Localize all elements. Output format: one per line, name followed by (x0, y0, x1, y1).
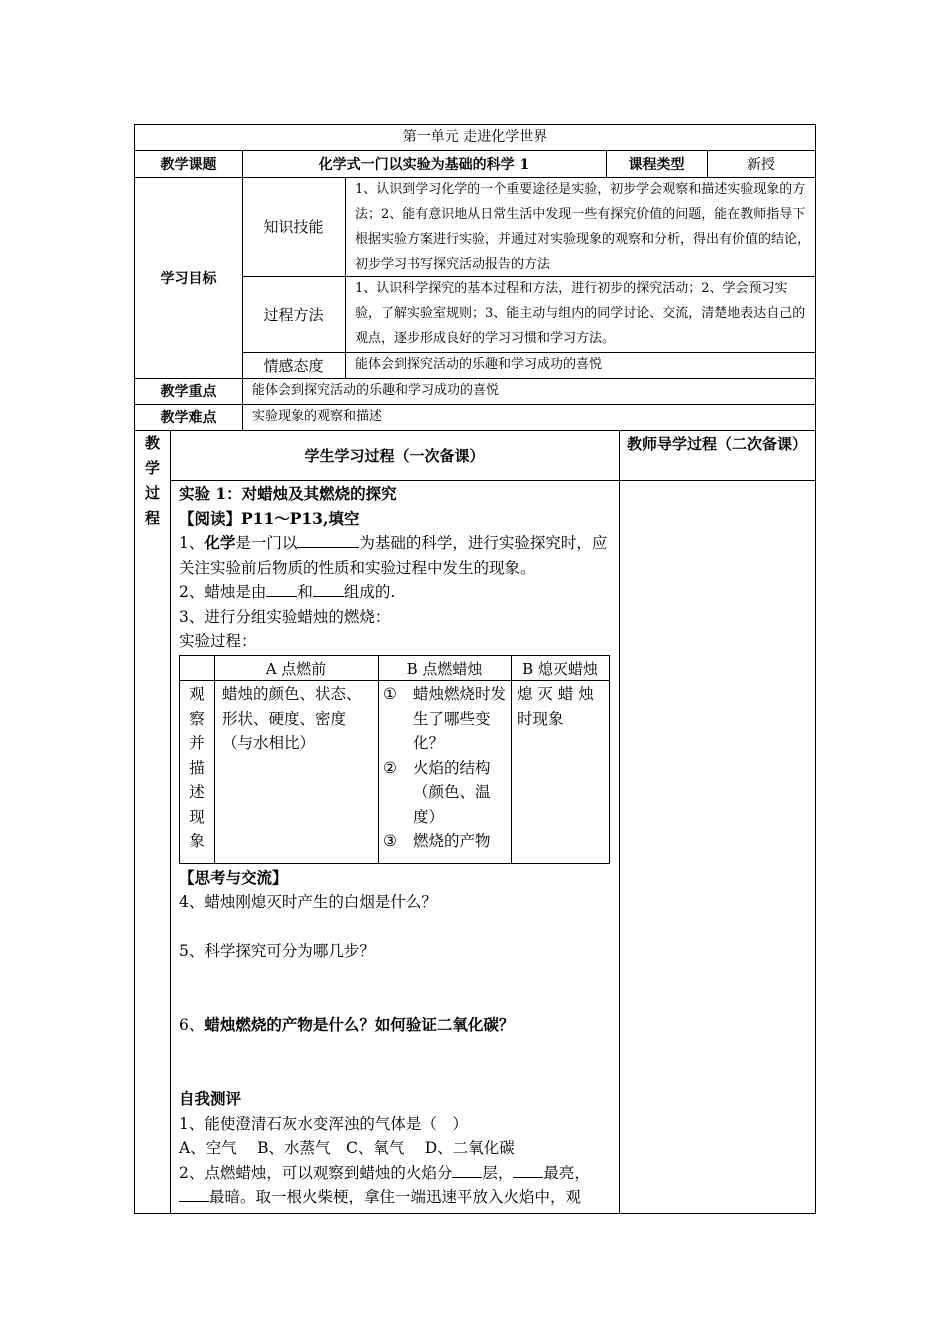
side-char: 教 (144, 434, 160, 452)
row-label-char: 观 (189, 685, 205, 703)
cell-b-item (383, 756, 509, 830)
t2-text: 2、点燃蜡烛，可以观察到蜡烛的火焰分 (179, 1163, 453, 1182)
row-label-char: 现 (189, 807, 205, 826)
table-corner (180, 656, 214, 680)
col-header-a: A 点燃前 (265, 659, 327, 678)
row-label-char: 并 (189, 734, 205, 752)
blank-field[interactable] (297, 533, 359, 548)
difficulty-label: 教学难点 (160, 410, 217, 426)
q2-text: 2、蜡烛是由 (179, 583, 267, 601)
test-question-1: 1、能使澄清石灰水变浑浊的气体是（ ） (179, 1114, 468, 1133)
teacher-process-header: 教师导学过程（二次备课） (626, 435, 807, 453)
cell-b (383, 682, 509, 854)
blank-field[interactable] (266, 582, 297, 597)
blank-field[interactable] (313, 582, 344, 597)
row-label (180, 682, 214, 854)
t2-text-2: 层， (482, 1163, 514, 1182)
knowledge-label: 知识技能 (263, 218, 324, 236)
col-header-c: B 熄灭蜡烛 (522, 659, 598, 678)
lesson-plan-table (134, 124, 816, 1214)
experiment-process-label: 实验过程： (179, 632, 257, 650)
question-1 (179, 531, 613, 580)
key-point-label: 教学重点 (160, 384, 217, 400)
blank-field[interactable] (452, 1163, 482, 1178)
experiment-title: 实验 1：对蜡烛及其燃烧的探究 (179, 484, 397, 503)
question-3: 3、进行分组实验蜡烛的燃烧： (179, 607, 391, 626)
test-question-2-cont (179, 1185, 613, 1210)
cell-a: 蜡烛的颜色、状态、形状、硬度、密度（与水相比） (222, 685, 362, 752)
topic-value: 化学式一门以实验为基础的科学 1 (318, 156, 530, 173)
item-text: 燃烧的产物 (413, 832, 491, 850)
blank-field[interactable] (513, 1163, 543, 1178)
t2-text-3: 最亮， (543, 1163, 590, 1182)
difficulty-text: 实验现象的观察和描述 (252, 409, 383, 424)
type-label: 课程类型 (628, 156, 685, 173)
q1-keyword: 化学 (204, 533, 236, 552)
emotion-text: 能体会到探究活动的乐趣和学习成功的喜悦 (355, 357, 603, 372)
row-label-char: 描 (189, 758, 205, 777)
self-test-title: 自我测评 (179, 1089, 242, 1108)
cell-c: 熄 灭 蜡 烛 时现象 (517, 685, 594, 728)
self-test-section (179, 1087, 613, 1210)
item-number: ② (383, 758, 397, 777)
reading-title: 【阅读】P11～P13,填空 (179, 508, 360, 528)
q2-text-3: 组成的. (343, 583, 396, 601)
q1-text: 是一门以 (235, 534, 298, 552)
experiment-table (179, 655, 610, 864)
process-side-label (135, 431, 170, 531)
question-2 (179, 580, 613, 605)
question-4: 4、蜡烛刚熄灭时产生的白烟是什么？ (179, 893, 437, 911)
question-5: 5、科学探究可分为哪几步？ (179, 942, 375, 960)
unit-title: 第一单元 走进化学世界 (402, 129, 548, 145)
question-6 (179, 1013, 613, 1038)
item-number: ① (383, 685, 397, 703)
q1-num: 1、 (179, 534, 205, 552)
t2-text-4: 最暗。取一根火柴梗，拿住一端迅速平放入火焰中，观 (209, 1188, 582, 1206)
process-text: 1、认识科学探究的基本过程和方法，进行初步的探究活动；2、学会预习实验，了解实验室规则；3、能主动与组内的同学讨论、交流，清楚地表达自己的观点，逐步形成良好的学习习惯和学习方法。 (355, 281, 806, 346)
q2-text-2: 和 (297, 583, 313, 601)
emotion-label: 情感态度 (263, 356, 324, 375)
row-label-char: 象 (189, 832, 205, 850)
col-header-b: B 点燃蜡烛 (406, 659, 483, 678)
student-process-header: 学生学习过程（一次备课） (304, 446, 485, 465)
cell-b-item (383, 829, 509, 854)
cell-b-item (383, 682, 509, 756)
q1-text-2: 为基础的科学，进行实验探究时，应关注实验前后物质的性质和实验过程中发生的现象。 (179, 534, 608, 577)
topic-label: 教学课题 (160, 156, 217, 173)
blank-field[interactable] (179, 1187, 209, 1202)
row-label-char: 察 (189, 709, 205, 728)
key-point-text: 能体会到探究活动的乐趣和学习成功的喜悦 (252, 383, 500, 398)
item-number: ③ (383, 832, 397, 850)
row-label-char: 述 (189, 783, 205, 801)
knowledge-text: 1、认识到学习化学的一个重要途径是实验，初步学会观察和描述实验现象的方法；2、能有意识地从日常生活中发现一些有探究价值的问题，能在教师指导下根据实验方案进行实验，并通过对实验现象的观察和分析，得出有价值的结论，初步学习书写探究活动报告的方法 (355, 182, 811, 272)
q6-num: 6、 (179, 1016, 205, 1034)
side-char: 过 (144, 484, 160, 502)
process-label: 过程方法 (263, 305, 324, 324)
test-question-1-options: A、空气 B、水蒸气 C、氧气 D、二氧化碳 (179, 1139, 515, 1157)
objectives-label: 学习目标 (160, 270, 217, 287)
think-title: 【思考与交流】 (179, 868, 288, 887)
student-content (179, 482, 613, 654)
side-char: 学 (144, 459, 160, 477)
item-text: 火焰的结构（颜色、温度） (413, 758, 491, 826)
type-value: 新授 (747, 156, 775, 173)
q6-text: 蜡烛燃烧的产物是什么？如何验证二氧化碳？ (204, 1015, 515, 1034)
test-question-2 (179, 1161, 613, 1186)
item-text: 蜡烛燃烧时发生了哪些变化？ (413, 685, 507, 752)
side-char: 程 (144, 509, 160, 527)
